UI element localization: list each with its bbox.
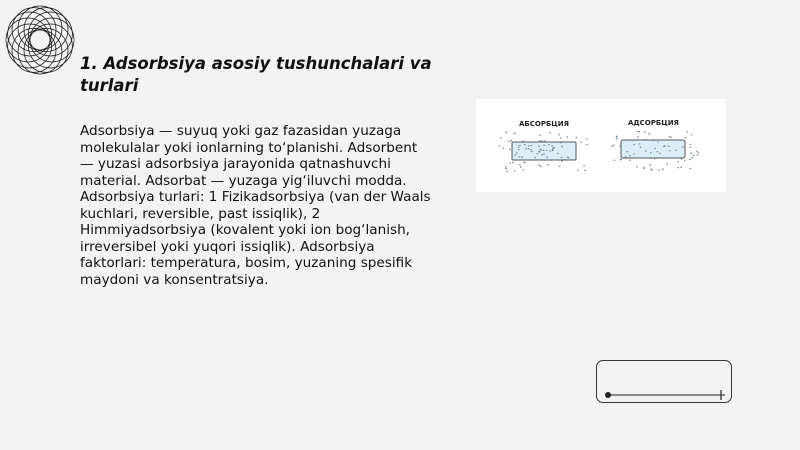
molecule-dot — [653, 140, 655, 141]
molecule-dot — [557, 153, 559, 154]
molecule-dot — [534, 157, 536, 158]
molecule-dot — [625, 156, 627, 157]
molecule-dot — [540, 166, 542, 167]
molecule-dot — [523, 162, 525, 163]
molecule-dot — [522, 141, 524, 142]
molecule-dot — [696, 151, 698, 152]
molecule-dot — [560, 142, 562, 143]
molecule-dot — [659, 153, 661, 154]
molecule-dot — [690, 168, 692, 169]
molecule-dot — [549, 132, 551, 133]
molecule-dot — [637, 131, 639, 132]
molecule-dot — [684, 137, 686, 138]
molecule-dot — [538, 146, 540, 147]
molecule-dot — [649, 133, 651, 134]
molecule-dot — [616, 136, 618, 137]
media-player[interactable] — [596, 360, 732, 403]
molecule-dot — [538, 165, 540, 166]
molecule-dot — [518, 149, 520, 150]
absorption-caption: АБСОРБЦИЯ — [519, 120, 570, 128]
molecule-dot — [560, 137, 562, 138]
molecule-dot — [531, 151, 533, 152]
molecule-dot — [640, 139, 642, 140]
molecule-dot — [546, 150, 548, 151]
molecule-dot — [629, 160, 631, 161]
molecule-dot — [682, 147, 684, 148]
molecule-dot — [499, 145, 501, 146]
molecule-dot — [512, 162, 514, 163]
molecule-dot — [550, 151, 552, 152]
dot-marker-icon[interactable] — [605, 392, 611, 398]
molecule-dot — [686, 131, 688, 132]
molecule-dot — [654, 148, 656, 149]
molecule-dot — [511, 140, 513, 141]
molecule-dot — [669, 136, 671, 137]
molecule-dot — [668, 146, 670, 147]
molecule-dot — [613, 145, 615, 146]
adsorption-caption: АДСОРБЦИЯ — [628, 119, 679, 127]
molecule-dot — [548, 144, 550, 145]
molecule-dot — [523, 169, 525, 170]
molecule-dot — [561, 146, 563, 147]
molecule-dot — [539, 140, 541, 141]
molecule-dot — [643, 167, 645, 168]
molecule-dot — [675, 150, 677, 151]
molecule-dot — [541, 154, 543, 155]
molecule-dot — [541, 140, 543, 141]
molecule-dot — [644, 131, 646, 132]
rosette-icon — [2, 2, 78, 78]
slide-body-text: Adsorbsiya — suyuq yoki gaz fazasidan yuzaga molekulalar yoki ionlarning to‘planishi. Adsorbent — yuzasi adsorbsiya jarayonida qatnashuvchi material. Adsorbat — yuzaga yig‘iluvchi modda. Adsorbsiya turlari: 1 Fizikadsorbsiya (van der Waals kuchlari, reversible, past issiqlik), 2 Himmiyadsorbsiya (kovalent yoki ion bog‘lanish, irreversibel yoki yuqori issiqlik). Adsorbsiya faktorlari: temperatura, bosim, yuzaning spesifik maydoni va konsentratsiya. — [80, 123, 431, 288]
molecule-dot — [518, 147, 520, 148]
molecule-dot — [538, 151, 540, 152]
molecule-dot — [616, 138, 618, 139]
molecule-dot — [681, 158, 683, 159]
molecule-dot — [614, 160, 616, 161]
molecule-dot — [691, 157, 693, 158]
molecule-dot — [629, 155, 631, 156]
molecule-dot — [619, 146, 621, 147]
molecule-dot — [636, 166, 638, 167]
molecule-dot — [645, 139, 647, 140]
molecule-dot — [567, 157, 569, 158]
molecule-dot — [561, 157, 563, 158]
molecule-dot — [666, 163, 668, 164]
molecule-dot — [539, 135, 541, 136]
molecule-dot — [583, 165, 585, 166]
plus-marker-icon[interactable] — [717, 390, 725, 400]
molecule-dot — [505, 168, 507, 169]
molecule-dot — [530, 145, 532, 146]
decorative-logo — [2, 2, 78, 78]
molecule-dot — [544, 145, 546, 146]
molecule-dot — [586, 139, 588, 140]
adsorption-figure — [476, 99, 726, 192]
molecule-dot — [540, 149, 542, 150]
molecule-dot — [519, 164, 521, 165]
molecule-dot — [551, 145, 553, 146]
molecule-dot — [506, 171, 508, 172]
molecule-dot — [528, 148, 530, 149]
molecule-dot — [639, 143, 641, 144]
molecule-dot — [690, 153, 692, 154]
molecule-dot — [566, 136, 568, 137]
molecule-dot — [638, 136, 640, 137]
molecule-dot — [645, 150, 647, 151]
molecule-dot — [649, 165, 651, 166]
molecule-dot — [698, 152, 700, 153]
molecule-dot — [547, 164, 549, 165]
molecule-dot — [657, 151, 659, 152]
molecule-dot — [669, 150, 671, 151]
molecule-dot — [524, 144, 526, 145]
molecule-dot — [584, 170, 586, 171]
molecule-dot — [502, 148, 504, 149]
molecule-dot — [519, 156, 521, 157]
molecule-dot — [530, 149, 532, 150]
molecule-dot — [552, 150, 554, 151]
molecule-dot — [657, 141, 659, 142]
molecule-dot — [677, 161, 679, 162]
molecule-dot — [586, 144, 588, 145]
molecule-dot — [559, 134, 561, 135]
molecule-dot — [697, 154, 699, 155]
molecule-dot — [509, 149, 511, 150]
molecule-dot — [651, 170, 653, 171]
molecule-dot — [528, 145, 530, 146]
molecule-dot — [631, 140, 633, 141]
molecule-dot — [546, 157, 548, 158]
molecule-dot — [684, 160, 686, 161]
molecule-dot — [519, 145, 521, 146]
molecule-dot — [514, 170, 516, 171]
slide-title: 1. Adsorbsiya asosiy tushunchalari va turlari — [80, 54, 432, 95]
molecule-dot — [510, 163, 512, 164]
molecule-dot — [505, 166, 507, 167]
molecule-dot — [563, 159, 565, 160]
molecule-dot — [576, 137, 578, 138]
molecule-dot — [662, 169, 664, 170]
molecule-dot — [516, 152, 518, 153]
molecule-dot — [544, 140, 546, 141]
molecule-dot — [677, 167, 679, 168]
molecule-dot — [670, 137, 672, 138]
molecule-dot — [693, 155, 695, 156]
molecule-dot — [514, 133, 516, 134]
molecule-dot — [506, 132, 508, 133]
molecule-dot — [554, 147, 556, 148]
molecule-dot — [690, 147, 692, 148]
molecule-dot — [638, 131, 640, 132]
molecule-dot — [577, 170, 579, 171]
molecule-dot — [521, 157, 523, 158]
molecule-dot — [690, 144, 692, 145]
molecule-dot — [552, 149, 554, 150]
molecule-dot — [620, 158, 622, 159]
molecule-dot — [689, 159, 691, 160]
molecule-dot — [543, 150, 545, 151]
molecule-dot — [633, 153, 635, 154]
molecule-dot — [650, 152, 652, 153]
molecule-dot — [561, 161, 563, 162]
molecule-dot — [509, 141, 511, 142]
molecule-dot — [658, 170, 660, 171]
molecule-dot — [654, 158, 656, 159]
molecule-dot — [500, 137, 502, 138]
molecule-dot — [581, 142, 583, 143]
molecule-dot — [537, 153, 539, 154]
molecule-dot — [691, 134, 693, 135]
molecule-dot — [626, 151, 628, 152]
molecule-dot — [520, 166, 522, 167]
molecule-dot — [640, 147, 642, 148]
molecule-dot — [559, 166, 561, 167]
molecule-dot — [611, 146, 613, 147]
molecule-dot — [515, 155, 517, 156]
molecule-dot — [633, 144, 635, 145]
molecule-dot — [664, 145, 666, 146]
molecule-dot — [680, 167, 682, 168]
molecule-dot — [543, 153, 545, 154]
molecule-dot — [525, 148, 527, 149]
